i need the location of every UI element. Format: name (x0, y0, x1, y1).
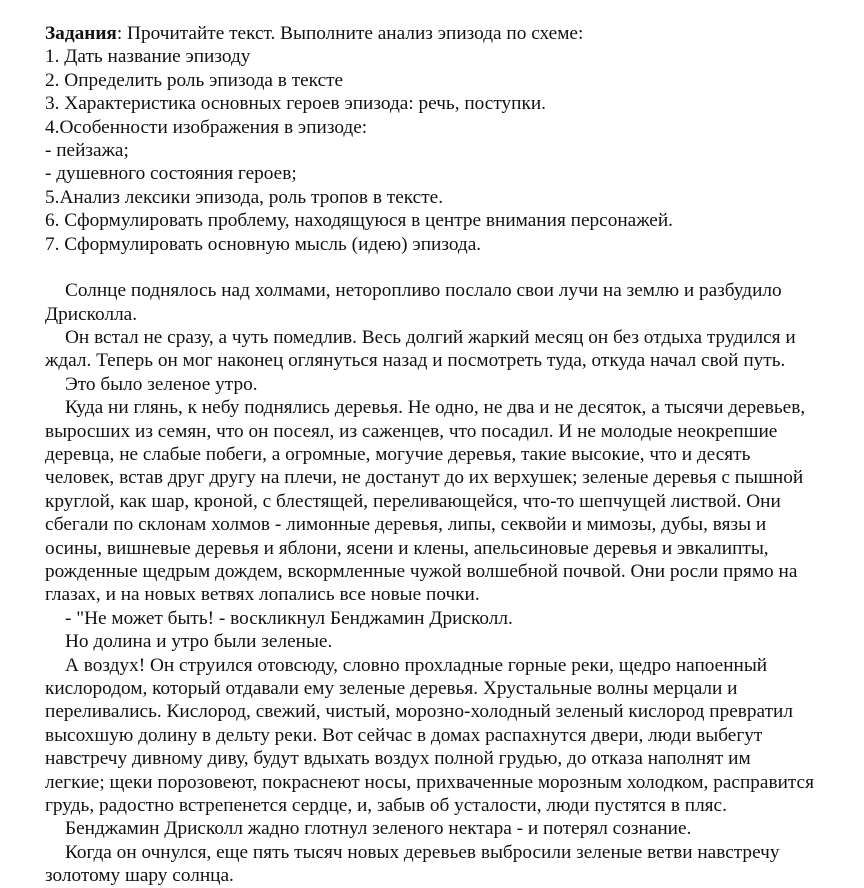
story-line: сбегали по склонам холмов - лимонные деревья, липы, секвойи и мимозы, дубы, вязы и (45, 514, 767, 536)
task-heading-text: : Прочитайте текст. Выполните анализ эпизода по схеме: (116, 23, 584, 44)
story-line: Куда ни глянь, к небу поднялись деревья. Не одно, не два и не десяток, а тысячи деревьев, (65, 397, 806, 419)
task-heading (45, 22, 864, 45)
story-line: человек, встав друг другу на плечи, не достанут до их верхушек; зеленые деревья с пышной (45, 467, 804, 489)
task-item: - душевного состояния героев; (45, 163, 297, 185)
story-line: золотому шару солнца. (45, 865, 234, 887)
story-line: Дрисколла. (45, 303, 138, 325)
story-line: выросших из семян, что он посеял, из саженцев, что посадил. И не молодые неокрепшие (45, 420, 778, 442)
story-line: деревца, не слабые побеги, а огромные, могучие деревья, такие высокие, что и десять (45, 444, 751, 466)
task-item: 5.Анализ лексики эпизода, роль тропов в тексте. (45, 186, 444, 208)
story-line: Это было зеленое утро. (65, 373, 258, 395)
spacer (45, 256, 864, 279)
story-line: переливались. Кислород, свежий, чистый, морозно-холодный зеленый кислород превратил (45, 701, 793, 723)
task-heading-bold: Задания (45, 23, 117, 44)
task-item: 7. Сформулировать основную мысль (идею) эпизода. (45, 233, 482, 255)
story-line: Бенджамин Дрисколл жадно глотнул зеленого нектара - и потерял сознание. (65, 818, 692, 840)
story-line: ждал. Теперь он мог наконец оглянуться назад и посмотреть туда, откуда начал свой путь. (45, 350, 786, 372)
task-item: 2. Определить роль эпизода в тексте (45, 69, 344, 91)
task-item: 3. Характеристика основных героев эпизода: речь, поступки. (45, 93, 546, 115)
story-line: Но долина и утро были зеленые. (65, 631, 333, 653)
story-line: Он встал не сразу, а чуть помедлив. Весь долгий жаркий месяц он без отдыха трудился и (65, 327, 796, 349)
story-line: рожденные щедрым дождем, вскормленные чужой волшебной почвой. Они росли прямо на (45, 560, 798, 582)
story-line: осины, вишневые деревья и яблони, ясени и клены, апельсиновые деревья и эвкалипты, (45, 537, 769, 559)
story-line: А воздух! Он струился отовсюду, словно прохладные горные реки, щедро напоенный (65, 654, 768, 676)
story-line: круглой, как шар, кроной, с блестящей, переливающейся, что-то шепчущей листвой. Они (45, 490, 781, 512)
task-item: 6. Сформулировать проблему, находящуюся в центре внимания персонажей. (45, 210, 673, 232)
story-line: кислородом, который отдавали ему зеленые деревья. Хрустальные волны мерцали и (45, 677, 738, 699)
task-item: 4.Особенности изображения в эпизоде: (45, 116, 368, 138)
task-item: - пейзажа; (45, 139, 129, 161)
story-line: - "Не может быть! - воскликнул Бенджамин Дрисколл. (65, 607, 513, 629)
story-line: глазах, и на новых ветвях лопались все новые почки. (45, 584, 480, 606)
story-line: грудь, радостно встрепенется сердце, и, забыв об усталости, люди пустятся в пляс. (45, 794, 727, 816)
story-line: высохшую долину в дельту реки. Вот сейчас в домах распахнутся двери, люди выбегут (45, 724, 763, 746)
story-line: легкие; щеки порозовеют, покраснеют носы, прихваченные морозным холодком, расправится (45, 771, 814, 793)
story-line: Когда он очнулся, еще пять тысяч новых деревьев выбросили зеленые ветви навстречу (65, 841, 780, 863)
story-line: навстречу дивному диву, будут вдыхать воздух полной грудью, до отказа наполнят им (45, 748, 751, 770)
story-line: Солнце поднялось над холмами, неторопливо послало свои лучи на землю и разбудило (65, 280, 782, 302)
document-page (45, 22, 864, 887)
task-item: 1. Дать название эпизоду (45, 46, 251, 68)
